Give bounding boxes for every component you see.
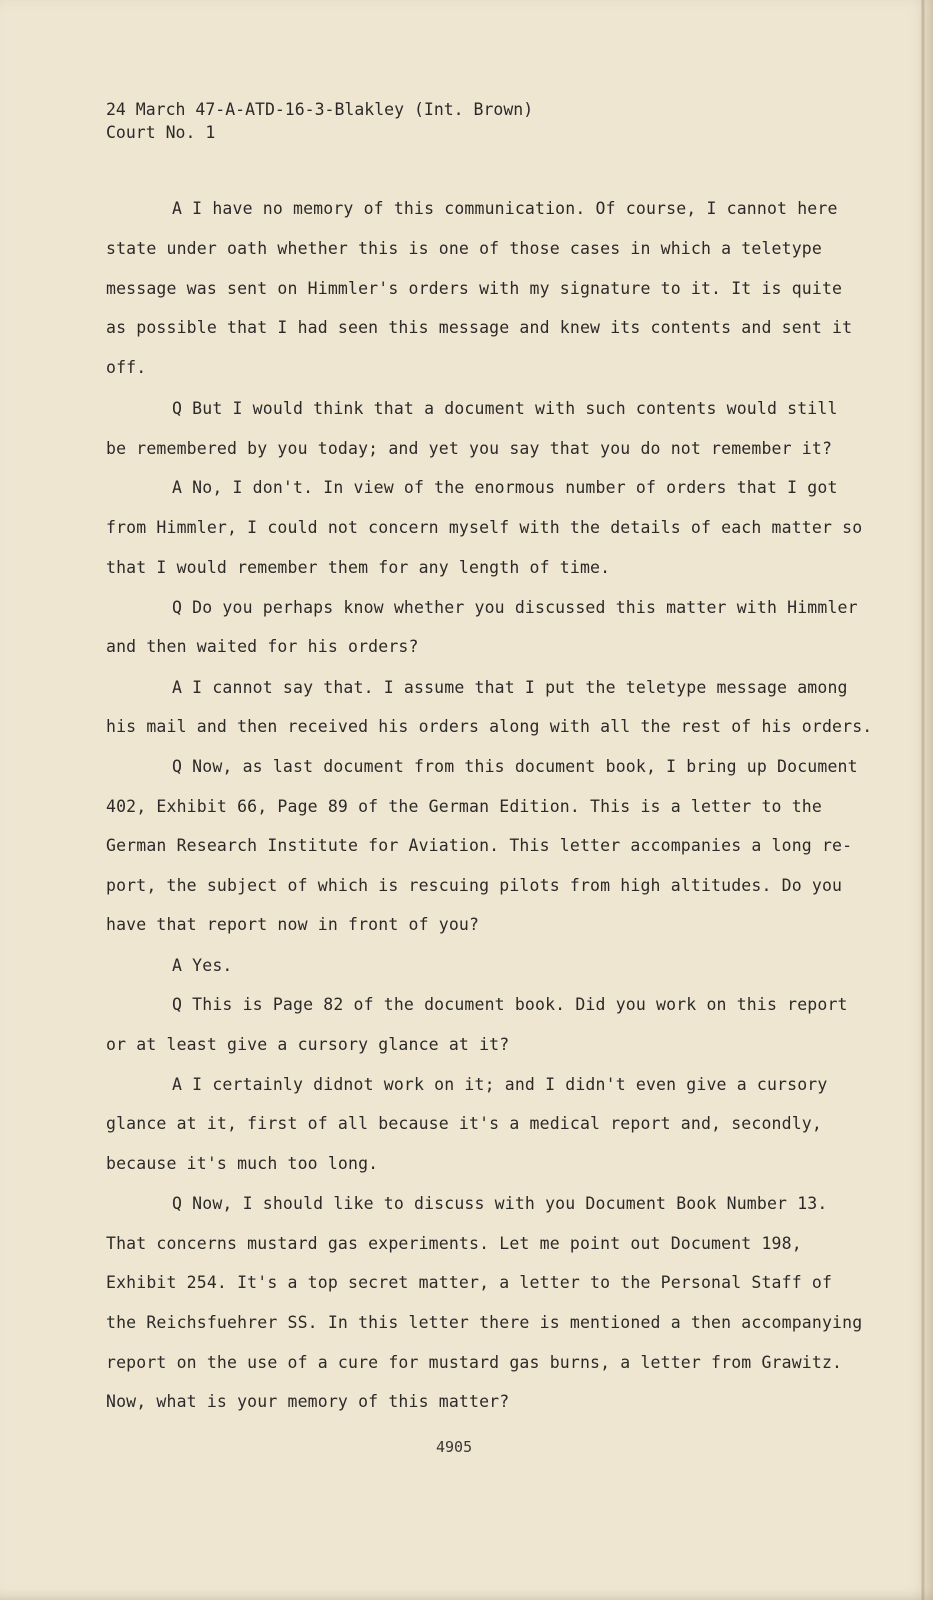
body-line: have that report now in front of you? [106, 915, 480, 934]
body-line: German Research Institute for Aviation. This letter accompanies a long re- [106, 836, 853, 855]
body-line: be remembered by you today; and yet you say that you do not remember it? [106, 439, 833, 458]
body-line: glance at it, first of all because it's a medical report and, secondly, [106, 1114, 822, 1133]
page-number: 4905 [436, 1438, 473, 1456]
body-line: Q But I would think that a document with such contents would still [172, 399, 838, 418]
header-line-2: Court No. 1 [106, 123, 216, 142]
body-line: A Yes. [172, 956, 233, 975]
header-line-1: 24 March 47-A-ATD-16-3-Blakley (Int. Brown) [106, 100, 534, 119]
body-line: A I have no memory of this communication. Of course, I cannot here [172, 199, 838, 218]
body-line: the Reichsfuehrer SS. In this letter there is mentioned a then accompanying [106, 1313, 863, 1332]
body-line: from Himmler, I could not concern myself with the details of each matter so [106, 518, 863, 537]
body-line: off. [106, 358, 147, 377]
body-line: because it's much too long. [106, 1154, 379, 1173]
body-line: message was sent on Himmler's orders with my signature to it. It is quite [106, 279, 843, 298]
body-line: that I would remember them for any length of time. [106, 558, 611, 577]
body-line: Exhibit 254. It's a top secret matter, a letter to the Personal Staff of [106, 1273, 833, 1292]
body-line: port, the subject of which is rescuing pilots from high altitudes. Do you [106, 876, 843, 895]
body-line: his mail and then received his orders along with all the rest of his orders. [106, 717, 873, 736]
body-line: as possible that I had seen this message and knew its contents and sent it [106, 318, 853, 337]
body-line: 402, Exhibit 66, Page 89 of the German Edition. This is a letter to the [106, 797, 822, 816]
body-line: report on the use of a cure for mustard gas burns, a letter from Grawitz. [106, 1353, 843, 1372]
body-line: Q This is Page 82 of the document book. Did you work on this report [172, 995, 848, 1014]
body-line: Q Now, as last document from this document book, I bring up Document [172, 757, 858, 776]
body-line: A I certainly didnot work on it; and I didn't even give a cursory [172, 1075, 828, 1094]
body-line: Now, what is your memory of this matter? [106, 1392, 510, 1411]
body-line: and then waited for his orders? [106, 637, 419, 656]
body-line: A No, I don't. In view of the enormous number of orders that I got [172, 478, 838, 497]
body-line: Q Do you perhaps know whether you discussed this matter with Himmler [172, 598, 858, 617]
body-line: state under oath whether this is one of those cases in which a teletype [106, 239, 822, 258]
body-line: Q Now, I should like to discuss with you Document Book Number 13. [172, 1194, 828, 1213]
body-line: A I cannot say that. I assume that I put the teletype message among [172, 678, 848, 697]
page-edge [921, 0, 925, 1600]
body-line: or at least give a cursory glance at it? [106, 1035, 510, 1054]
body-line: That concerns mustard gas experiments. Let me point out Document 198, [106, 1234, 802, 1253]
